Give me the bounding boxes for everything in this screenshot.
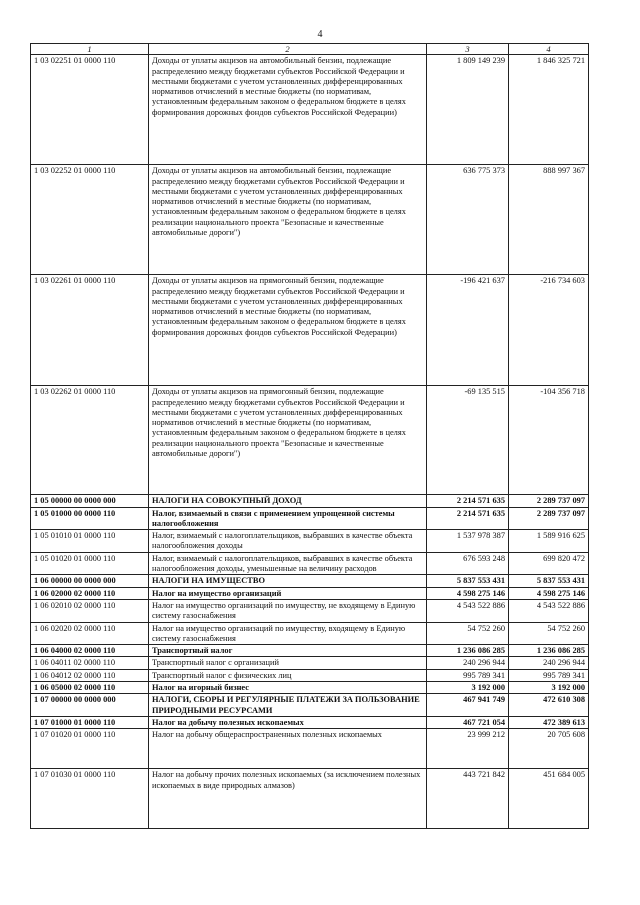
revenue-name: Налог на имущество организаций по имуществу, не входящему в Единую систему газоснабжения [149,599,427,622]
value-year-1: 1 809 149 239 [427,55,509,165]
budget-code: 1 06 02020 02 0000 110 [31,622,149,645]
value-year-2: 4 598 275 146 [509,587,589,599]
value-year-1: 676 593 248 [427,552,509,575]
revenue-name: Налог на игорный бизнес [149,682,427,694]
table-row [31,530,589,553]
column-header-1: 1 [31,44,149,55]
budget-code: 1 03 02251 01 0000 110 [31,55,149,165]
value-year-1: 240 296 944 [427,657,509,669]
value-year-2: 472 610 308 [509,694,589,717]
value-year-1: 1 537 978 387 [427,530,509,553]
value-year-2: 3 192 000 [509,682,589,694]
table-row [31,587,589,599]
table-row [31,55,589,165]
value-year-2: 1 589 916 625 [509,530,589,553]
revenue-name: Транспортный налог с организаций [149,657,427,669]
value-year-1: 443 721 842 [427,769,509,829]
value-year-2: 5 837 553 431 [509,575,589,587]
value-year-2: 2 289 737 097 [509,507,589,530]
value-year-1: 23 999 212 [427,729,509,769]
value-year-1: 1 236 086 285 [427,645,509,657]
value-year-2: 472 389 613 [509,716,589,728]
table-row [31,575,589,587]
table-row [31,622,589,645]
table-row [31,495,589,507]
value-year-1: 467 941 749 [427,694,509,717]
revenue-name: НАЛОГИ, СБОРЫ И РЕГУЛЯРНЫЕ ПЛАТЕЖИ ЗА ПОЛЬЗОВАНИЕ ПРИРОДНЫМИ РЕСУРСАМИ [149,694,427,717]
budget-code: 1 07 00000 00 0000 000 [31,694,149,717]
budget-code: 1 05 01000 00 0000 110 [31,507,149,530]
budget-revenue-table [30,43,589,829]
revenue-name: НАЛОГИ НА ИМУЩЕСТВО [149,575,427,587]
value-year-2: -104 356 718 [509,386,589,495]
value-year-1: 995 789 341 [427,669,509,681]
page-number: 4 [317,29,323,40]
table-row [31,386,589,495]
revenue-name: Доходы от уплаты акцизов на автомобильный бензин, подлежащие распределению между бюджетами субъектов Российской Федерации и местными бюджетами с учетом установленных дифференцированных нормативов отчислений в местные бюджеты (по нормативам, установленным федеральным законом о федеральном бюджете в целях реализации национального проекта "Безопасные и качественные автомобильные дороги") [149,165,427,275]
revenue-name: Доходы от уплаты акцизов на прямогонный бензин, подлежащие распределению между бюджетами субъектов Российской Федерации и местными бюджетами с учетом установленных дифференцированных нормативов отчислений в местные бюджеты (по нормативам, установленным федеральным законом о федеральном бюджете в целях реализации национального проекта "Безопасные и качественные автомобильные дороги") [149,386,427,495]
budget-code: 1 03 02261 01 0000 110 [31,275,149,386]
budget-code: 1 05 00000 00 0000 000 [31,495,149,507]
revenue-name: Налог на добычу полезных ископаемых [149,716,427,728]
table-row [31,657,589,669]
budget-code: 1 06 04011 02 0000 110 [31,657,149,669]
revenue-name: Налог, взимаемый с налогоплательщиков, выбравших в качестве объекта налогообложения доходы, уменьшенные на величину расходов [149,552,427,575]
revenue-name: Доходы от уплаты акцизов на прямогонный бензин, подлежащие распределению между бюджетами субъектов Российской Федерации и местными бюджетами с учетом установленных дифференцированных нормативов отчислений в местные бюджеты (по нормативам, установленным федеральным законом о федеральном бюджете в целях формирования дорожных фондов субъектов Российской Федерации) [149,275,427,386]
table-row [31,669,589,681]
revenue-name: Налог на добычу прочих полезных ископаемых (за исключением полезных ископаемых в виде природных алмазов) [149,769,427,829]
budget-code: 1 06 04000 02 0000 110 [31,645,149,657]
budget-code: 1 06 02000 02 0000 110 [31,587,149,599]
column-header-2: 2 [149,44,427,55]
budget-code: 1 07 01000 01 0000 110 [31,716,149,728]
table-row [31,552,589,575]
value-year-2: 451 684 005 [509,769,589,829]
budget-code: 1 03 02252 01 0000 110 [31,165,149,275]
revenue-name: Транспортный налог [149,645,427,657]
table-row [31,682,589,694]
budget-code: 1 06 00000 00 0000 000 [31,575,149,587]
table-row [31,645,589,657]
revenue-name: НАЛОГИ НА СОВОКУПНЫЙ ДОХОД [149,495,427,507]
value-year-2: 888 997 367 [509,165,589,275]
value-year-2: 54 752 260 [509,622,589,645]
value-year-1: 2 214 571 635 [427,495,509,507]
value-year-1: -69 135 515 [427,386,509,495]
value-year-1: 467 721 054 [427,716,509,728]
value-year-2: 1 846 325 721 [509,55,589,165]
value-year-2: 240 296 944 [509,657,589,669]
value-year-1: 4 598 275 146 [427,587,509,599]
budget-code: 1 05 01010 01 0000 110 [31,530,149,553]
revenue-name: Доходы от уплаты акцизов на автомобильный бензин, подлежащие распределению между бюджетами субъектов Российской Федерации и местными бюджетами с учетом установленных дифференцированных нормативов отчислений в местные бюджеты (по нормативам, установленным федеральным законом о федеральном бюджете в целях формирования дорожных фондов субъектов Российской Федерации) [149,55,427,165]
value-year-2: 995 789 341 [509,669,589,681]
value-year-2: 699 820 472 [509,552,589,575]
value-year-1: 636 775 373 [427,165,509,275]
column-header-4: 4 [509,44,589,55]
value-year-2: 2 289 737 097 [509,495,589,507]
budget-code: 1 07 01030 01 0000 110 [31,769,149,829]
revenue-name: Налог, взимаемый в связи с применением упрощенной системы налогообложения [149,507,427,530]
value-year-1: 54 752 260 [427,622,509,645]
value-year-1: 5 837 553 431 [427,575,509,587]
budget-code: 1 06 02010 02 0000 110 [31,599,149,622]
table-row [31,275,589,386]
budget-code: 1 06 05000 02 0000 110 [31,682,149,694]
table-row [31,165,589,275]
budget-code: 1 06 04012 02 0000 110 [31,669,149,681]
value-year-2: 20 705 608 [509,729,589,769]
revenue-name: Налог на добычу общераспространенных полезных ископаемых [149,729,427,769]
revenue-name: Транспортный налог с физических лиц [149,669,427,681]
value-year-2: 1 236 086 285 [509,645,589,657]
value-year-2: -216 734 603 [509,275,589,386]
value-year-2: 4 543 522 886 [509,599,589,622]
column-header-3: 3 [427,44,509,55]
table-row [31,599,589,622]
table-row [31,716,589,728]
table-row [31,729,589,769]
revenue-name: Налог на имущество организаций по имуществу, входящему в Единую систему газоснабжения [149,622,427,645]
column-number-header-row [31,44,589,55]
revenue-name: Налог, взимаемый с налогоплательщиков, выбравших в качестве объекта налогообложения доходы [149,530,427,553]
budget-code: 1 03 02262 01 0000 110 [31,386,149,495]
value-year-1: 3 192 000 [427,682,509,694]
value-year-1: 4 543 522 886 [427,599,509,622]
revenue-name: Налог на имущество организаций [149,587,427,599]
table-row [31,694,589,717]
table-row [31,507,589,530]
value-year-1: -196 421 637 [427,275,509,386]
budget-code: 1 07 01020 01 0000 110 [31,729,149,769]
budget-code: 1 05 01020 01 0000 110 [31,552,149,575]
table-row [31,769,589,829]
value-year-1: 2 214 571 635 [427,507,509,530]
